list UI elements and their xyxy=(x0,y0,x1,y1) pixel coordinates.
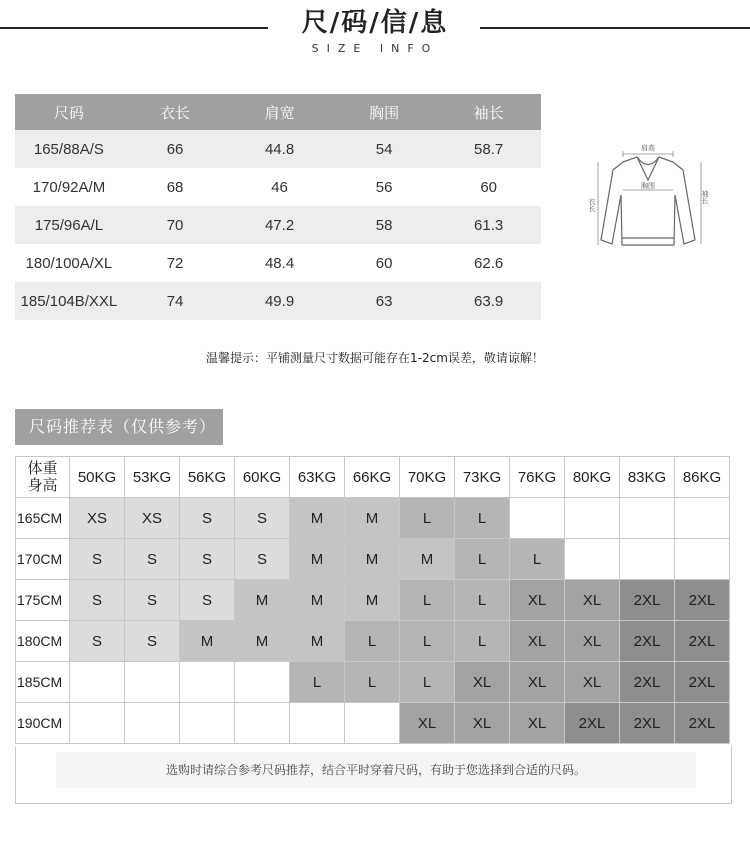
height-header: 185CM xyxy=(16,662,70,703)
size-cell: XL xyxy=(510,621,565,662)
size-cell xyxy=(235,703,290,744)
size-cell xyxy=(675,539,730,580)
weight-header: 80KG xyxy=(565,457,620,498)
size-cell: 2XL xyxy=(565,703,620,744)
table-cell: 56 xyxy=(332,168,436,206)
size-cell: M xyxy=(345,580,400,621)
size-cell: 2XL xyxy=(620,703,675,744)
recommend-row xyxy=(16,580,730,621)
size-cell xyxy=(565,498,620,539)
table-cell: 58 xyxy=(332,206,436,244)
size-cell: M xyxy=(345,498,400,539)
recommend-row xyxy=(16,703,730,744)
corner-label xyxy=(16,457,70,498)
recommend-row xyxy=(16,621,730,662)
col-header: 肩宽 xyxy=(227,94,332,130)
table-cell: 70 xyxy=(123,206,227,244)
size-cell xyxy=(125,662,180,703)
table-cell: 54 xyxy=(332,130,436,168)
diagram-label-sleeve: 袖长 xyxy=(701,190,709,204)
weight-header: 70KG xyxy=(400,457,455,498)
height-header: 175CM xyxy=(16,580,70,621)
size-cell xyxy=(125,703,180,744)
table-cell: 185/104B/XXL xyxy=(15,282,123,320)
size-cell: XL xyxy=(455,703,510,744)
size-table-header xyxy=(15,94,541,130)
table-cell: 63 xyxy=(332,282,436,320)
size-cell: S xyxy=(180,498,235,539)
weight-header: 83KG xyxy=(620,457,675,498)
size-cell: M xyxy=(290,621,345,662)
recommend-row xyxy=(16,498,730,539)
header-divider-left xyxy=(0,27,268,29)
size-cell: XL xyxy=(510,580,565,621)
col-header: 衣长 xyxy=(123,94,227,130)
size-cell xyxy=(290,703,345,744)
table-cell: 170/92A/M xyxy=(15,168,123,206)
recommend-footer xyxy=(15,746,732,804)
weight-header: 50KG xyxy=(70,457,125,498)
table-cell: 66 xyxy=(123,130,227,168)
recommend-footer-text: 选购时请综合参考尺码推荐，结合平时穿着尺码，有助于您选择到合适的尺码。 xyxy=(56,752,696,788)
recommend-header-row xyxy=(16,457,730,498)
size-cell xyxy=(180,662,235,703)
size-cell: L xyxy=(400,662,455,703)
size-cell: XL xyxy=(510,662,565,703)
recommend-row xyxy=(16,662,730,703)
table-cell: 58.7 xyxy=(436,130,541,168)
weight-header: 56KG xyxy=(180,457,235,498)
section-header xyxy=(0,0,750,60)
size-cell xyxy=(70,662,125,703)
table-cell: 60 xyxy=(436,168,541,206)
corner-height-label: 身高 xyxy=(27,476,58,494)
size-cell: 2XL xyxy=(675,703,730,744)
size-cell: S xyxy=(180,580,235,621)
weight-header: 53KG xyxy=(125,457,180,498)
size-cell: L xyxy=(455,621,510,662)
table-row xyxy=(15,206,541,244)
size-recommend-table xyxy=(15,456,730,744)
table-cell: 165/88A/S xyxy=(15,130,123,168)
size-cell xyxy=(180,703,235,744)
weight-header: 86KG xyxy=(675,457,730,498)
table-cell: 175/96A/L xyxy=(15,206,123,244)
size-cell: S xyxy=(70,539,125,580)
size-cell xyxy=(620,539,675,580)
sweater-measurement-diagram xyxy=(583,140,713,255)
col-header: 胸围 xyxy=(332,94,436,130)
recommend-row xyxy=(16,539,730,580)
size-cell: XS xyxy=(70,498,125,539)
size-cell: S xyxy=(125,621,180,662)
size-cell: XL xyxy=(565,621,620,662)
height-header: 165CM xyxy=(16,498,70,539)
size-cell xyxy=(345,703,400,744)
size-cell: S xyxy=(125,580,180,621)
table-cell: 72 xyxy=(123,244,227,282)
size-cell: M xyxy=(235,580,290,621)
page-subtitle: SIZE INFO xyxy=(311,42,439,55)
size-cell: XL xyxy=(565,662,620,703)
table-row xyxy=(15,244,541,282)
size-cell: L xyxy=(455,498,510,539)
table-cell: 48.4 xyxy=(227,244,332,282)
size-cell xyxy=(565,539,620,580)
height-header: 190CM xyxy=(16,703,70,744)
table-cell: 180/100A/XL xyxy=(15,244,123,282)
size-cell: 2XL xyxy=(620,662,675,703)
size-cell xyxy=(675,498,730,539)
size-cell: 2XL xyxy=(675,662,730,703)
size-cell: L xyxy=(400,580,455,621)
corner-weight-label: 体重 xyxy=(27,459,58,477)
size-cell: S xyxy=(180,539,235,580)
weight-header: 60KG xyxy=(235,457,290,498)
size-cell: S xyxy=(235,539,290,580)
size-cell: S xyxy=(70,621,125,662)
size-cell: 2XL xyxy=(620,621,675,662)
col-header: 尺码 xyxy=(15,94,123,130)
header-divider-right xyxy=(480,27,750,29)
table-cell: 49.9 xyxy=(227,282,332,320)
size-cell: M xyxy=(290,498,345,539)
table-cell: 47.2 xyxy=(227,206,332,244)
table-cell: 60 xyxy=(332,244,436,282)
weight-header: 63KG xyxy=(290,457,345,498)
size-cell: 2XL xyxy=(675,580,730,621)
weight-header: 73KG xyxy=(455,457,510,498)
size-cell: L xyxy=(290,662,345,703)
size-cell: L xyxy=(455,580,510,621)
size-cell: L xyxy=(510,539,565,580)
size-cell: M xyxy=(235,621,290,662)
size-cell: XL xyxy=(400,703,455,744)
recommend-tab: 尺码推荐表（仅供参考） xyxy=(15,409,223,445)
weight-header: 76KG xyxy=(510,457,565,498)
size-cell: S xyxy=(70,580,125,621)
size-cell: M xyxy=(180,621,235,662)
size-cell: M xyxy=(345,539,400,580)
size-cell: L xyxy=(400,621,455,662)
table-cell: 68 xyxy=(123,168,227,206)
size-cell: L xyxy=(345,621,400,662)
weight-header: 66KG xyxy=(345,457,400,498)
size-cell: XS xyxy=(125,498,180,539)
size-info-table xyxy=(15,94,541,320)
height-header: 180CM xyxy=(16,621,70,662)
table-cell: 61.3 xyxy=(436,206,541,244)
table-cell: 63.9 xyxy=(436,282,541,320)
size-cell: M xyxy=(290,580,345,621)
size-cell xyxy=(235,662,290,703)
size-cell: S xyxy=(125,539,180,580)
table-cell: 74 xyxy=(123,282,227,320)
size-cell: 2XL xyxy=(620,580,675,621)
size-cell: L xyxy=(455,539,510,580)
table-cell: 46 xyxy=(227,168,332,206)
size-cell xyxy=(70,703,125,744)
table-row xyxy=(15,130,541,168)
size-cell xyxy=(510,498,565,539)
table-row xyxy=(15,282,541,320)
size-cell: XL xyxy=(455,662,510,703)
table-cell: 44.8 xyxy=(227,130,332,168)
sweater-icon xyxy=(583,140,713,255)
size-cell: XL xyxy=(510,703,565,744)
size-cell: S xyxy=(235,498,290,539)
size-cell: L xyxy=(345,662,400,703)
size-cell: M xyxy=(290,539,345,580)
diagram-label-chest: 胸围 xyxy=(641,182,655,190)
col-header: 袖长 xyxy=(436,94,541,130)
table-row xyxy=(15,168,541,206)
size-cell xyxy=(620,498,675,539)
diagram-label-length: 衣长 xyxy=(588,198,596,212)
size-cell: 2XL xyxy=(675,621,730,662)
size-cell: XL xyxy=(565,580,620,621)
size-cell: M xyxy=(400,539,455,580)
height-header: 170CM xyxy=(16,539,70,580)
measurement-note: 温馨提示：平铺测量尺寸数据可能存在1-2cm误差，敬请谅解！ xyxy=(206,351,544,365)
table-cell: 62.6 xyxy=(436,244,541,282)
size-cell: L xyxy=(400,498,455,539)
diagram-label-shoulder: 肩高 xyxy=(641,144,655,152)
page-title: 尺/码/信/息 xyxy=(301,8,449,38)
